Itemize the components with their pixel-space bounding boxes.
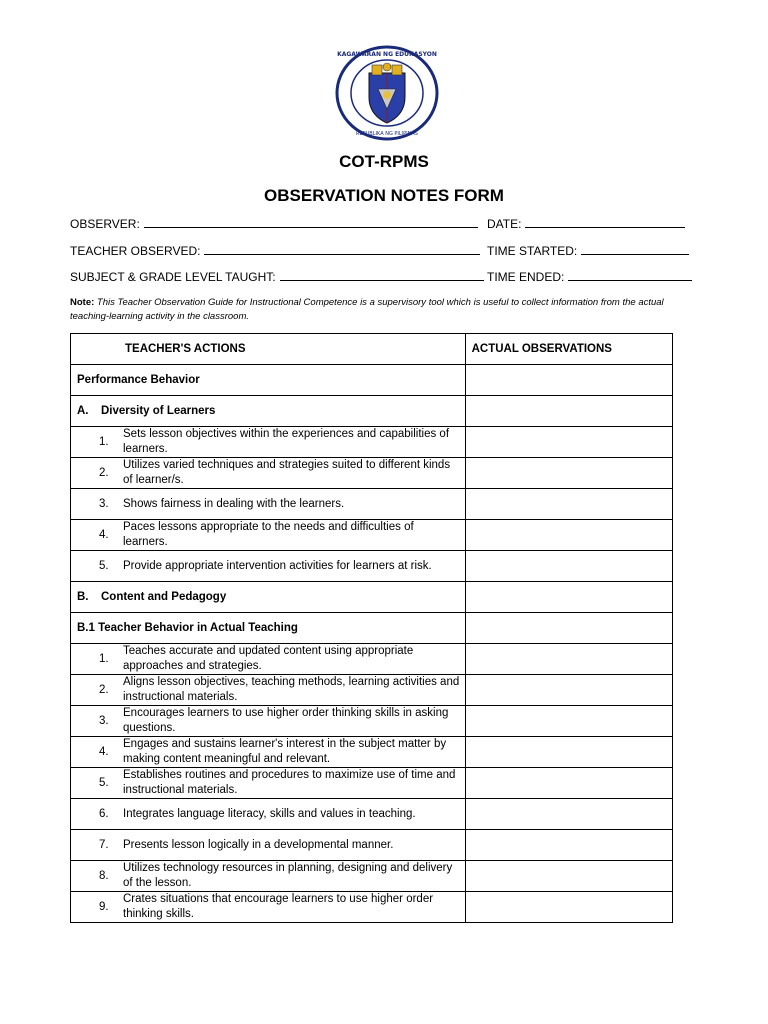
subject-grade-field[interactable]	[70, 270, 484, 284]
observation-cell[interactable]	[465, 706, 672, 737]
table-row: 4. Paces lessons appropriate to the needs and difficulties of learners.	[71, 520, 673, 551]
item-text: Integrates language literacy, skills and values in teaching.	[123, 807, 416, 820]
time-ended-field[interactable]	[487, 270, 692, 284]
table-row: 7. Presents lesson logically in a developmental manner.	[71, 830, 673, 861]
observation-cell[interactable]	[465, 520, 672, 551]
item-text: Paces lessons appropriate to the needs and difficulties of learners.	[123, 521, 414, 548]
section-b-row	[71, 582, 673, 613]
item-text: Crates situations that encourage learners to use higher order thinking skills.	[123, 893, 434, 920]
observation-cell[interactable]	[465, 644, 672, 675]
note-label: Note:	[70, 297, 95, 308]
table-row: 3. Encourages learners to use higher order thinking skills in asking questions.	[71, 706, 673, 737]
section-b1-heading: B.1 Teacher Behavior in Actual Teaching	[71, 613, 466, 644]
observation-cell[interactable]	[465, 582, 672, 613]
observer-field[interactable]	[70, 217, 478, 231]
item-text: Sets lesson objectives within the experiences and capabilities of learners.	[123, 428, 450, 455]
table-row: 3. Shows fairness in dealing with the learners.	[71, 489, 673, 520]
col-actual-observations: ACTUAL OBSERVATIONS	[465, 334, 672, 365]
table-row: 2. Utilizes varied techniques and strategies suited to different kinds of learner/s.	[71, 458, 673, 489]
section-a-heading: A. Diversity of Learners	[71, 396, 466, 427]
observation-cell[interactable]	[465, 458, 672, 489]
subject-grade-label: SUBJECT & GRADE LEVEL TAUGHT:	[70, 270, 276, 284]
item-text: Teaches accurate and updated content using appropriate approaches and strategies.	[123, 645, 414, 672]
item-text: Utilizes technology resources in planning, designing and delivery of the lesson.	[123, 862, 453, 889]
svg-text:REPUBLIKA NG PILIPINAS: REPUBLIKA NG PILIPINAS	[356, 131, 418, 137]
item-text: Aligns lesson objectives, teaching methods, learning activities and instructional materials.	[123, 676, 460, 703]
observation-cell[interactable]	[465, 396, 672, 427]
observation-cell[interactable]	[465, 365, 672, 396]
item-text: Establishes routines and procedures to maximize use of time and instructional materials.	[123, 769, 456, 796]
observation-cell[interactable]	[465, 427, 672, 458]
svg-text:KAGAWARAN NG EDUKASYON: KAGAWARAN NG EDUKASYON	[337, 51, 437, 58]
time-started-field[interactable]	[487, 244, 689, 258]
item-text: Engages and sustains learner's interest in the subject matter by making content meaningful and relevant.	[123, 738, 447, 765]
table-row: 4. Engages and sustains learner's interest in the subject matter by making content meaningful and relevant.	[71, 737, 673, 768]
observation-cell[interactable]	[465, 489, 672, 520]
item-text: Utilizes varied techniques and strategies suited to different kinds of learner/s.	[123, 459, 451, 486]
time-ended-label: TIME ENDED:	[487, 270, 565, 284]
observation-cell[interactable]	[465, 613, 672, 644]
item-text: Shows fairness in dealing with the learners.	[123, 497, 345, 510]
table-row: 5. Provide appropriate intervention activities for learners at risk.	[71, 551, 673, 582]
observation-cell[interactable]	[465, 892, 672, 923]
item-text: Encourages learners to use higher order thinking skills in asking questions.	[123, 707, 449, 734]
section-b-heading: B. Content and Pedagogy	[71, 582, 466, 613]
date-label: DATE:	[487, 217, 522, 231]
date-field[interactable]	[487, 217, 685, 231]
section-b1-row	[71, 613, 673, 644]
performance-row	[71, 365, 673, 396]
item-text: Presents lesson logically in a developmental manner.	[123, 838, 394, 851]
teacher-observed-field[interactable]	[70, 244, 480, 258]
observation-cell[interactable]	[465, 830, 672, 861]
table-row: 1. Teaches accurate and updated content using appropriate approaches and strategies.	[71, 644, 673, 675]
observation-cell[interactable]	[465, 737, 672, 768]
table-row: 1. Sets lesson objectives within the experiences and capabilities of learners.	[71, 427, 673, 458]
col-teachers-actions: TEACHER'S ACTIONS	[71, 334, 466, 365]
table-row: 2. Aligns lesson objectives, teaching methods, learning activities and instructional materials.	[71, 675, 673, 706]
note-text: This Teacher Observation Guide for Instructional Competence is a supervisory tool which is useful to collect information from the actual teaching-learning activity in the classroom.	[70, 297, 664, 322]
table-row: 6. Integrates language literacy, skills and values in teaching.	[71, 799, 673, 830]
note-paragraph	[70, 296, 680, 324]
observer-label: OBSERVER:	[70, 217, 140, 231]
table-row: 8. Utilizes technology resources in planning, designing and delivery of the lesson.	[71, 861, 673, 892]
observation-cell[interactable]	[465, 861, 672, 892]
table-row: 9. Crates situations that encourage learners to use higher order thinking skills.	[71, 892, 673, 923]
observation-cell[interactable]	[465, 551, 672, 582]
observation-cell[interactable]	[465, 768, 672, 799]
observation-table	[70, 333, 673, 923]
observation-cell[interactable]	[465, 675, 672, 706]
item-text: Provide appropriate intervention activities for learners at risk.	[123, 559, 432, 572]
time-started-label: TIME STARTED:	[487, 244, 578, 258]
performance-behavior-label: Performance Behavior	[71, 365, 466, 396]
teacher-observed-label: TEACHER OBSERVED:	[70, 244, 201, 258]
observation-cell[interactable]	[465, 799, 672, 830]
table-row: 5. Establishes routines and procedures to maximize use of time and instructional materials.	[71, 768, 673, 799]
form-title: COT-RPMS	[339, 152, 429, 171]
form-subtitle: OBSERVATION NOTES FORM	[264, 186, 504, 205]
section-a-row	[71, 396, 673, 427]
deped-seal-logo	[334, 45, 440, 141]
table-header-row	[71, 334, 673, 365]
